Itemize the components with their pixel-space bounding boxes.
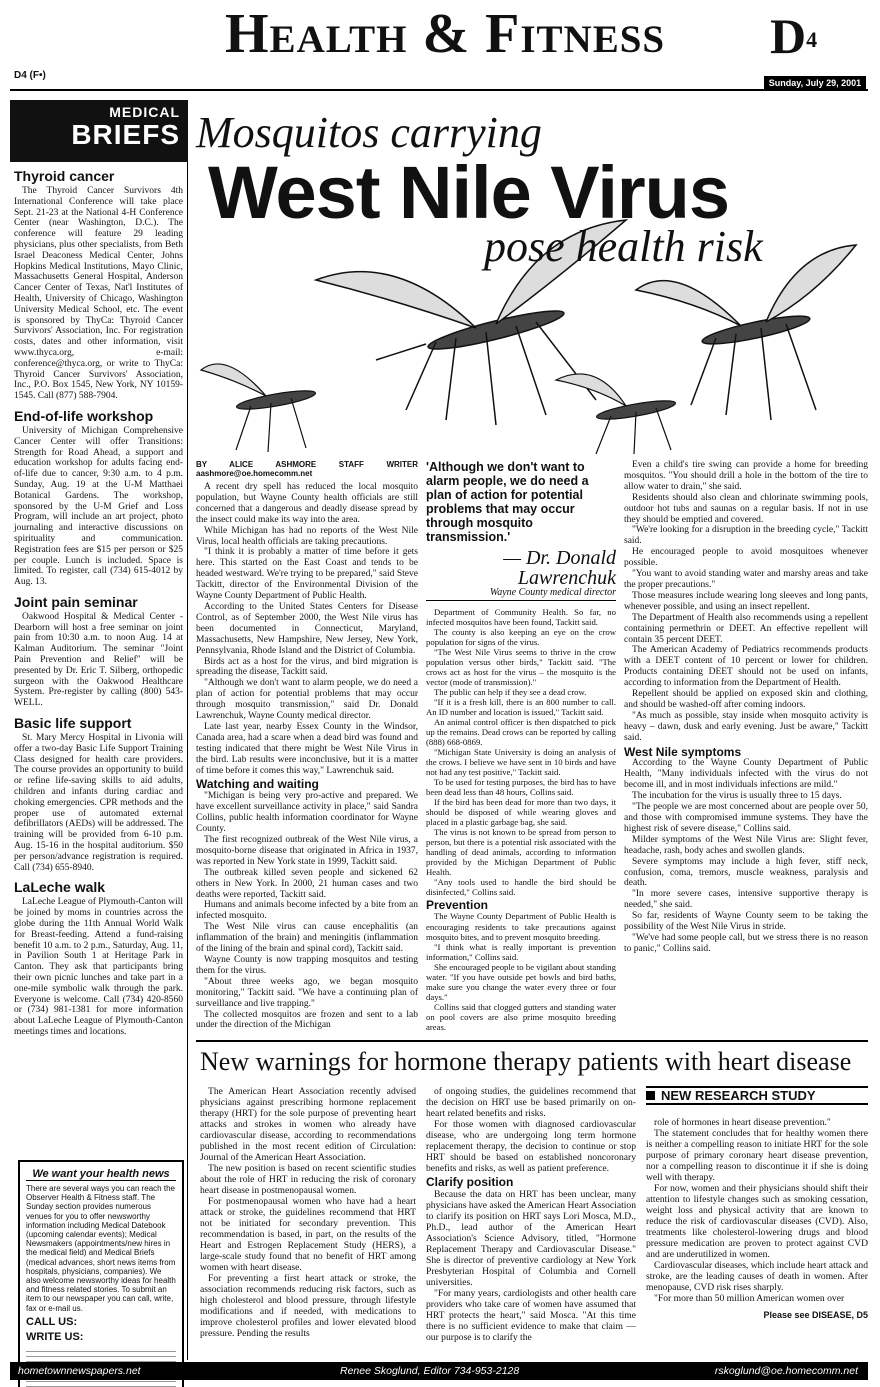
- story-paragraph: The American Heart Association recently advised physicians against prescribing hormone replacement therapy (HRT) for the sole purpose of preventing heart attacks and strokes in women who already have cardiovascular disease, according to recommendations published in the most recent edition of Circulation: Journal of the American Heart Association.: [200, 1086, 416, 1163]
- story-paragraph: The first recognized outbreak of the West Nile virus, a mosquito-borne disease that originated in Africa in 1937, was reported in New York state in 1999, Tackitt said.: [196, 835, 418, 867]
- story-paragraph: "The West Nile Virus seems to thrive in the crow population versus other birds," Tackitt said. "The crows act as host for the virus – the mosquito is the vector (mode of transmission).": [426, 647, 616, 688]
- story-paragraph: The outbreak killed seven people and sickened 62 others in New York. In 2000, 21 human cases and two deaths were reported, Tackitt said.: [196, 867, 418, 900]
- brief-body: Oakwood Hospital & Medical Center - Dearborn will host a free seminar on joint pain from 10:30 a.m. to noon Aug. 14 at Kalman Auditorium. The seminar "Joint Pain Prevention and Relief" will be presented by Dr. Eric T. Silberg, orthopedic surgeon with the Oakwood Healthcare System. Pre-register by calling (800) 543-WELL.: [14, 611, 183, 709]
- story-paragraph: "In more severe cases, intensive supportive therapy is needed," she said.: [624, 889, 868, 911]
- footer-editor: Renee Skoglund, Editor 734-953-2128: [340, 1365, 520, 1377]
- story-paragraph: "For many years, cardiologists and other health care providers who take care of women have assumed that HRT protects the heart," said Mosca. "At this time there is no sufficient evidence to make that claim — our purpose is to clarify the: [426, 1288, 636, 1343]
- headline-line-1: Mosquitos carrying: [196, 108, 542, 157]
- story-paragraph: According to the Wayne County Department of Public Health, "Many individuals infected with the virus do not become ill, and in most individuals infections are mild.": [624, 758, 868, 791]
- story-paragraph: "For more than 50 million American women over: [654, 1293, 845, 1304]
- story-paragraph: Birds act as a host for the virus, and bird migration is spreading the disease, Tackitt said.: [196, 656, 418, 678]
- story-paragraph: "We've had some people call, but we stress there is no reason to panic," Collins said.: [624, 932, 868, 954]
- jump-line: Please see DISEASE, D5: [763, 1310, 868, 1320]
- page-code-number: 4: [806, 27, 818, 52]
- brief-body: The Thyroid Cancer Survivors 4th International Conference will take place Sept. 21-23 at the National 4-H Conference Center (near Washington, D.C.). The conference will feature 29 leading physicians, plus other specialists, from Beth Israel Deaconess Medical Center, Johns Hopkins Medical Institutions, Mayo Clinic, Massachusetts General Hospital, Anderson Cancer Center of Texas, Nat'l Institutes of Health, University of Chicago, Washington University Medical School, etc. The event is sponsored by ThyCa: Thyroid Cancer Survivors' Association, Inc. For registration costs, dates and other information, visit www.thyca.org, e-mail: conference@thyca.org, or write to ThyCa: Thyroid Cancer Survivors' Association, Inc., P.O. Box 1545, New York, NY 10159-1545. Call (877) 588-7904.: [14, 186, 183, 402]
- story-column-2: [426, 460, 616, 1032]
- story-paragraph: Humans and animals become infected by a bite from an infected mosquito.: [196, 900, 418, 922]
- masthead: [0, 0, 880, 88]
- footer-website[interactable]: hometownnewspapers.net: [18, 1365, 141, 1377]
- story-paragraph: Wayne County is now trapping mosquitos and testing them for the virus.: [196, 954, 418, 976]
- story-paragraph: The Wayne County Department of Public Health is encouraging residents to take precautions against mosquito bites, and to prevent mosquito breeding.: [426, 911, 616, 942]
- story-paragraph: "If it is a fresh kill, there is an 800 number to call. An ID number and location is issued," Tackitt said.: [426, 697, 616, 718]
- story-paragraph: For preventing a first heart attack or stroke, the association recommends reducing risk factors, such as high cholesterol and blood pressure, through lifestyle modifications and if needed, with medications to improve cholesterol profiles and lower elevated blood pressure. Pending the results: [200, 1273, 416, 1339]
- brief-item: [10, 879, 187, 1037]
- story-paragraph: A recent dry spell has reduced the local mosquito population, but Wayne County health officials are still concerned that a dangerous and deadly disease spread by the insect could make its way into the area.: [196, 482, 418, 525]
- story-divider: [196, 1040, 868, 1042]
- briefs-label-big: BRIEFS: [71, 119, 180, 150]
- health-news-promo-box: [18, 1160, 184, 1387]
- story-paragraph: She encouraged people to be vigilant about standing water. "If you have outside pet bowls and bird baths, make sure you change the water every three or four days.": [426, 961, 616, 1002]
- promo-body: There are several ways you can reach the Observer Health & Fitness staff. The Sunday section provides numerous venues for you to offer newsworthy information including Medical Datebook (upcoming calendar events); Medical Newsmakers (appointments/new hires in the medical field) and Medical Briefs (medical advances, short news items from hospitals, physicians, companies). We also welcome newsworthy ideas for health and fitness related stories. To submit an item to our newspaper you can call, write, fax or e-mail us.: [26, 1184, 176, 1313]
- story-paragraph: The county is also keeping an eye on the crow population for signs of the virus.: [426, 627, 616, 648]
- brief-item: [10, 408, 187, 588]
- brief-title: Joint pain seminar: [14, 593, 138, 610]
- story-column-3: [624, 460, 868, 955]
- mosquito-icon: [201, 364, 316, 452]
- story-paragraph: "The people we are most concerned about are people over 50, and those with compromised immune systems. They have the highest risk of severe disease," Collins said.: [624, 802, 868, 834]
- story-paragraph: The American Academy of Pediatrics recommends products with a DEET content of 10 percent or lower for children. Products containing DEET should not be used on infants, according to information from the Department of Health.: [624, 645, 868, 689]
- story-paragraph: of ongoing studies, the guidelines recommend that the decision on HRT use be based primarily on on-heart related benefits and risks.: [426, 1086, 636, 1119]
- promo-heading: We want your health news: [26, 1168, 176, 1181]
- story-paragraph: The statement concludes that for healthy women there is neither a compelling reason to initiate HRT for the sole purpose of primary coronary heart disease prevention, nor a compelling reason to discontinue it if she is doing well with therapy.: [646, 1128, 868, 1183]
- square-bullet-icon: [646, 1091, 655, 1100]
- promo-write-label: WRITE US:: [26, 1330, 84, 1343]
- brief-body: University of Michigan Comprehensive Cancer Center will offer Transitions: Strength for Road Ahead, a support and education workshop for adults facing end-of-life due to cancer, 9:30 a.m. to 4 p.m. Sunday, Aug. 19 at the U-M Matthaei Botanical Gardens. The workshop, sponsored by the U-M Grief and Loss Program, will include an art project, photo journaling and interactive discussions on spirituality and communication. Registration fees are $15 per person or $25 per couple. Lunch is included. Space is limited. To register, call (734) 615-4012 by Aug. 13.: [14, 425, 183, 588]
- section-title: Health & Fitness: [225, 3, 666, 65]
- medical-briefs-column: [10, 100, 188, 1360]
- story-paragraph: "Any tools used to handle the bird should be disinfected," Collins said.: [426, 877, 616, 898]
- promo-call-label: CALL US:: [26, 1315, 78, 1328]
- story-paragraph: The public can help if they see a dead crow.: [434, 687, 587, 698]
- page-code-letter: D: [770, 8, 807, 64]
- new-research-study-label: [646, 1086, 868, 1105]
- story-paragraph: For postmenopausal women who have had a heart attack or stroke, the guidelines recommend that HRT not be initiated for secondary prevention. This recommendation is based, in part, on the results of the Heart and Estrogen Replacement Study (HERS), a large-scale study found that no benefit of HRT among women with heart disease.: [200, 1196, 416, 1273]
- story-paragraph: Milder symptoms of the West Nile Virus are: Slight fever, headache, rash, body aches and swollen glands.: [624, 834, 868, 856]
- story-paragraph: Collins said that clogged gutters and standing water on pool covers are also prime mosquito breeding areas.: [426, 1001, 616, 1032]
- story-paragraph: If the bird has been dead for more than two days, it should be disposed of while wearing gloves and placed in a plastic garbage bag, she said.: [426, 797, 616, 828]
- story-paragraph: An animal control officer is then dispatched to pick up the remains. Dead crows can be reported by calling (888) 668-0869.: [426, 717, 616, 748]
- story-paragraph: Department of Community Health. So far, no infected mosquitos have been found, Tackitt said.: [426, 607, 616, 628]
- brief-title: Basic life support: [14, 715, 132, 732]
- subhead: Clarify position: [426, 1175, 514, 1189]
- story-paragraph: Because the data on HRT has been unclear, many physicians have asked the American Heart Association to clarify its position on HRT says Lori Mosca, M.D., Ph.D., lead author of the American Heart Association's Science Advisory, titled, "Hormone Replacement Therapy and Cardiovascular Disease." She is director of preventive cardiology at New York Presbyterian Hospital of Columbia and Cornell universities.: [426, 1189, 636, 1288]
- pull-quote: [426, 460, 616, 601]
- story-paragraph: "Although we don't want to alarm people, we do need a plan of action for potential problems that may occur through mosquito transmission," said Dr. Donald Lawrenchuk, Wayne County medical director.: [196, 678, 418, 722]
- subhead: Prevention: [426, 898, 489, 913]
- story-paragraph: The virus is not known to be spread from person to person, but there is a potential risk associated with the handling of dead animals, according to information provided by the Michigan Department of Public Health.: [426, 827, 616, 878]
- story-paragraph: Severe symptoms may include a high fever, stiff neck, confusion, coma, tremors, muscle weakness, paralysis and death.: [624, 856, 868, 889]
- story-paragraph: According to the United States Centers for Disease Control, as of September 2000, the West Nile virus has been documented in Connecticut, Maryland, Massachusetts, New Hampshire, New Jersey, New York, Pennsylvania, Rhode Island and the District of Columbia.: [196, 601, 418, 656]
- masthead-rule: [10, 89, 868, 91]
- story-paragraph: "Michigan is being very pro-active and prepared. We have excellent surveillance activity in place," said Sandra Collins, public health information coordinator for Wayne County.: [196, 791, 418, 835]
- briefs-label-small: MEDICAL: [109, 104, 180, 120]
- story-paragraph: Residents should also clean and chlorinate swimming pools, outdoor hot tubs and saunas on a regular basis. If not in use they should be emptied and covered.: [624, 492, 868, 525]
- story-paragraph: "You want to avoid standing water and marshy areas and take the proper precautions.": [624, 569, 868, 590]
- story-paragraph: The new position is based on recent scientific studies about the role of HRT in reducing the risk of coronary heart disease in postmenopausal women.: [200, 1163, 416, 1196]
- brief-body: LaLeche League of Plymouth-Canton will be joined by moms in countries across the globe during the 11th Annual World Walk for Breast-feeding. Attend a fund-raising benefit 10 a.m. to 2 p.m., Saturday, Aug. 11, in Pavilion South 1 at Heritage Park in Canton. They ask that participants bring their own picnic lunches and take part in a one-mile symbolic walk through the park. Everyone is welcome. Call (734) 420-8560 or (734) 981-1381 for more information about LaLeche League of Plymouth-Canton meetings times and locations.: [14, 897, 183, 1037]
- story-paragraph: The incubation for the virus is usually three to 15 days.: [632, 791, 842, 802]
- story-paragraph: For now, women and their physicians should shift their attention to lifestyle changes such as smoking cessation, weight loss and physical activity that are known to reduce the risk of cardiovascular diseases (CVD). Also, treatments like cholesterol-lowering drugs and blood pressure medication are proven to protect against CVD and are underutilized in women.: [646, 1183, 868, 1260]
- footer-email[interactable]: rskoglund@oe.homecomm.net: [714, 1365, 858, 1377]
- brief-item: [10, 715, 187, 873]
- headline-line-3: pose health risk: [484, 222, 763, 271]
- story-column-1: [196, 460, 418, 1031]
- brief-item: [10, 168, 187, 402]
- subhead: West Nile symptoms: [624, 744, 742, 759]
- brief-title: Thyroid cancer: [14, 168, 115, 184]
- brief-body: St. Mary Mercy Hospital in Livonia will offer a two-day Basic Life Support Training Class designed for health care providers. The course provides an opportunity to build or refine life-saving skills to aid adults, children and infants during cardiac and choking emergencies. CPR methods and the proper use of automated external defibrillators (AEDs) will be addressed. The training will be provided from 6-10 p.m. Aug. 15-16 in the hospital auditorium. $50 per person/advance registration is required. Call (734) 655-8940.: [14, 733, 183, 873]
- story-paragraph: Repellent should be applied on exposed skin and clothing, and should be washed-off after coming indoors.: [624, 689, 868, 710]
- subhead: Watching and waiting: [196, 777, 319, 792]
- story-paragraph: "I think what is really important is prevention information," Collins said.: [426, 941, 616, 962]
- story-paragraph: "Michigan State University is doing an analysis of the crows. I believe we have sent in 10 birds and have not had any test positive," Tackitt said.: [426, 747, 616, 778]
- story-paragraph: The Department of Health also recommends using a repellent containing permethrin or DEET. An effective repellent will contain 35 percent DEET.: [624, 612, 868, 645]
- story-paragraph: Late last year, nearby Essex County in the Windsor, Canada area, had a scare when a dead bird was found and testing indicated that there might be West Nile Virus in the bird. Lab results were inconclusive, but it is a matter of time before it comes this way," Lawrenchuk said.: [196, 721, 418, 776]
- hormone-story-headline: New warnings for hormone therapy patients with heart disease: [200, 1047, 852, 1076]
- hormone-story-column-1: [200, 1086, 416, 1339]
- pull-quote-title: Wayne County medical director: [426, 588, 616, 601]
- story-paragraph: So far, residents of Wayne County seem to be taking the possibility of the West Nile Virus in stride.: [624, 911, 868, 933]
- brief-item: [10, 594, 187, 709]
- story-paragraph: Even a child's tire swing can provide a home for breeding mosquitos. "You should drill a hole in the bottom of the tire to allow water to drain," she said.: [624, 460, 868, 492]
- brief-title: End-of-life workshop: [14, 407, 154, 424]
- research-label-text: NEW RESEARCH STUDY: [661, 1088, 816, 1103]
- story-paragraph: role of hormones in heart disease prevention.": [654, 1117, 831, 1128]
- headline-line-2: West Nile Virus: [208, 151, 730, 234]
- story-paragraph: For those women with diagnosed cardiovascular disease, who are undergoing long term hormone replacement therapy, the decision to continue or stop HRT should be based on established noncoronary benefits and risks, as well as patient preference.: [426, 1119, 636, 1174]
- edition-label: D4 (F•): [14, 70, 46, 81]
- page-code: [770, 8, 817, 64]
- story-paragraph: To be used for testing purposes, the bird has to have been dead less than 48 hours, Collins said.: [426, 777, 616, 798]
- story-paragraph: The collected mosquitos are frozen and sent to a lab under the direction of the Michigan: [196, 1009, 418, 1031]
- story-paragraph: "As much as possible, stay inside when mosquito activity is heavy – dawn, dusk and early evening. Just be aware," Tackitt said.: [624, 710, 868, 743]
- pull-quote-text: 'Although we don't want to alarm people, we do need a plan of action for potential problems that may occur through mosquito transmission.': [426, 460, 589, 544]
- issue-date: Sunday, July 29, 2001: [764, 76, 866, 90]
- hormone-story-column-3: [646, 1086, 868, 1321]
- footer-bar: [10, 1362, 868, 1380]
- story-paragraph: Those measures include wearing long sleeves and long pants, whenever possible, and using an insect repellent.: [624, 590, 868, 612]
- byline: BY ALICE ASHMORE STAFF WRITER aashmore@oe.homecomm.net: [196, 460, 418, 478]
- hormone-story-column-2: [426, 1086, 636, 1343]
- story-paragraph: "About three weeks ago, we began mosquito monitoring," Tackitt said. "We have a continuing plan of surveillance and live trapping.": [196, 976, 418, 1009]
- story-paragraph: "I think it is probably a matter of time before it gets here. This started on the East Coast and tends to be headed westward. We're trying to be prepared," said Steve Tackitt, director of the Environmental Division of the Wayne County Department of Public Health.: [196, 547, 418, 602]
- story-paragraph: Cardiovascular diseases, which include heart attack and stroke, are the leading causes of death in women. After menopause, CVD risk rises sharply.: [646, 1260, 868, 1293]
- story-paragraph: "We're looking for a disruption in the breeding cycle," Tackitt said.: [624, 525, 868, 547]
- story-paragraph: While Michigan has had no reports of the West Nile Virus, local health officials are taking precautions.: [196, 525, 418, 547]
- story-paragraph: He encouraged people to avoid mosquitoes whenever possible.: [624, 547, 868, 569]
- story-paragraph: The West Nile virus can cause encephalitis (an inflammation of the brain) and meningitis (inflammation of the lining of the brain and spinal cord), Tackitt said.: [196, 922, 418, 955]
- medical-briefs-header: [10, 100, 188, 162]
- mosquito-icon: [556, 374, 676, 454]
- brief-title: LaLeche walk: [14, 879, 106, 896]
- pull-quote-attribution: — Dr. Donald Lawrenchuk: [503, 547, 616, 589]
